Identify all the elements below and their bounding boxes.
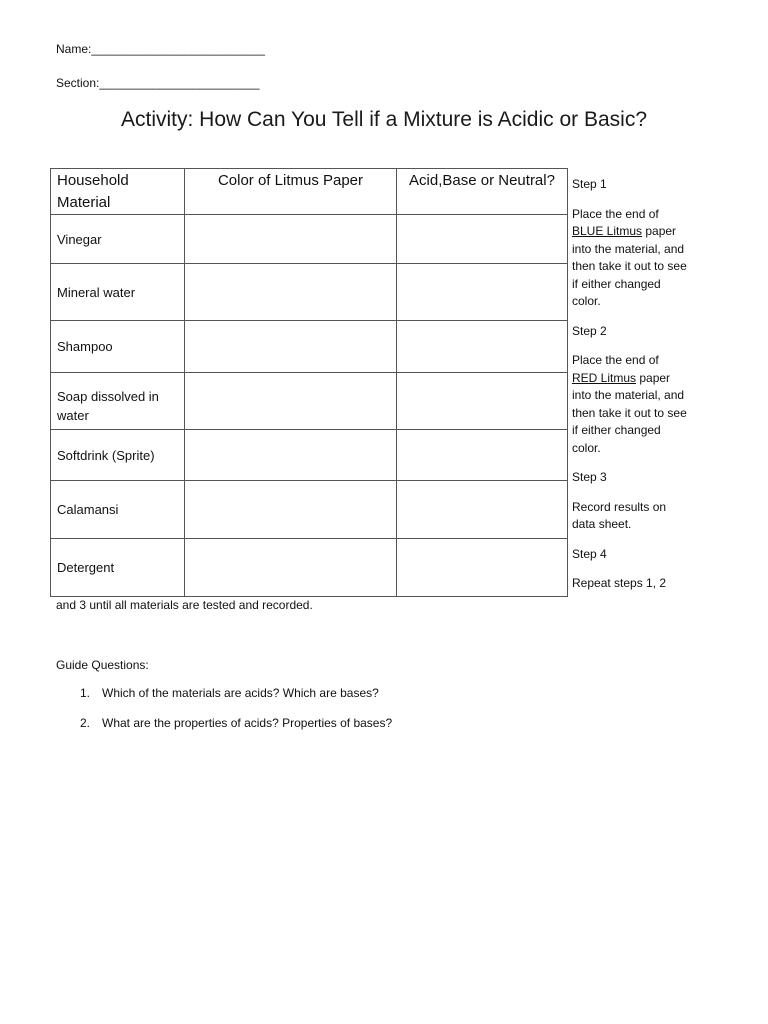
step-3-body: Record results on data sheet. <box>572 499 667 531</box>
table-row <box>51 430 568 481</box>
blue-litmus-label: BLUE Litmus <box>572 224 643 238</box>
guide-heading: Guide Questions: <box>56 658 149 672</box>
color-cell[interactable] <box>185 264 397 321</box>
steps-panel <box>572 176 692 605</box>
litmus-table <box>50 168 568 597</box>
material-cell: Vinegar <box>51 215 185 264</box>
table-row <box>51 481 568 539</box>
step-4-title: Step 4 <box>572 546 607 561</box>
step-1-body <box>572 206 692 311</box>
page-title: Activity: How Can You Tell if a Mixture is Acidic or Basic? <box>121 108 647 131</box>
step-1-text-b: paper into the material, and then take it out to see if either changed color. <box>572 224 687 308</box>
question-number: 1. <box>80 686 91 700</box>
table-row <box>51 264 568 321</box>
step-2-title: Step 2 <box>572 323 607 338</box>
type-cell[interactable] <box>397 373 568 430</box>
table-row <box>51 215 568 264</box>
question-item <box>56 716 392 730</box>
material-cell: Mineral water <box>51 264 185 321</box>
table-row <box>51 539 568 597</box>
question-text: What are the properties of acids? Properties of bases? <box>102 716 393 730</box>
name-field: Name:__________________________ <box>56 42 265 56</box>
step-1-title: Step 1 <box>572 177 607 191</box>
question-number: 2. <box>80 716 91 730</box>
color-cell[interactable] <box>185 539 397 597</box>
material-cell: Detergent <box>51 539 185 597</box>
step-2-text-a: Place the end of <box>572 353 659 367</box>
step-2-body <box>572 352 692 457</box>
color-cell[interactable] <box>185 321 397 373</box>
type-cell[interactable] <box>397 539 568 597</box>
material-cell: Softdrink (Sprite) <box>51 430 185 481</box>
continuation-text: and 3 until all materials are tested and recorded. <box>56 598 313 612</box>
step-2-text-b: paper into the material, and then take it out to see if either changed color. <box>572 370 687 455</box>
step-3-title: Step 3 <box>572 470 607 484</box>
type-cell[interactable] <box>397 481 568 539</box>
type-cell[interactable] <box>397 264 568 321</box>
material-cell: Soap dissolved in water <box>51 373 185 430</box>
type-cell[interactable] <box>397 430 568 481</box>
material-cell: Shampoo <box>51 321 185 373</box>
color-cell[interactable] <box>185 215 397 264</box>
step-1-text-a: Place the end of <box>572 206 659 221</box>
color-cell[interactable] <box>185 481 397 539</box>
type-cell[interactable] <box>397 215 568 264</box>
material-cell: Calamansi <box>51 481 185 539</box>
header-litmus-color: Color of Litmus Paper <box>185 169 397 215</box>
section-field: Section:________________________ <box>56 76 260 90</box>
table-row <box>51 321 568 373</box>
question-text: Which of the materials are acids? Which are bases? <box>102 686 379 700</box>
color-cell[interactable] <box>185 430 397 481</box>
red-litmus-label: RED Litmus <box>572 370 637 385</box>
guide-questions <box>56 658 392 730</box>
header-household-material: Household Material <box>51 169 185 215</box>
table-row <box>51 373 568 430</box>
question-item <box>56 686 392 700</box>
type-cell[interactable] <box>397 321 568 373</box>
step-4-body: Repeat steps 1, 2 <box>572 576 667 590</box>
table-header-row <box>51 169 568 215</box>
color-cell[interactable] <box>185 373 397 430</box>
header-acid-base: Acid,Base or Neutral? <box>397 169 568 215</box>
